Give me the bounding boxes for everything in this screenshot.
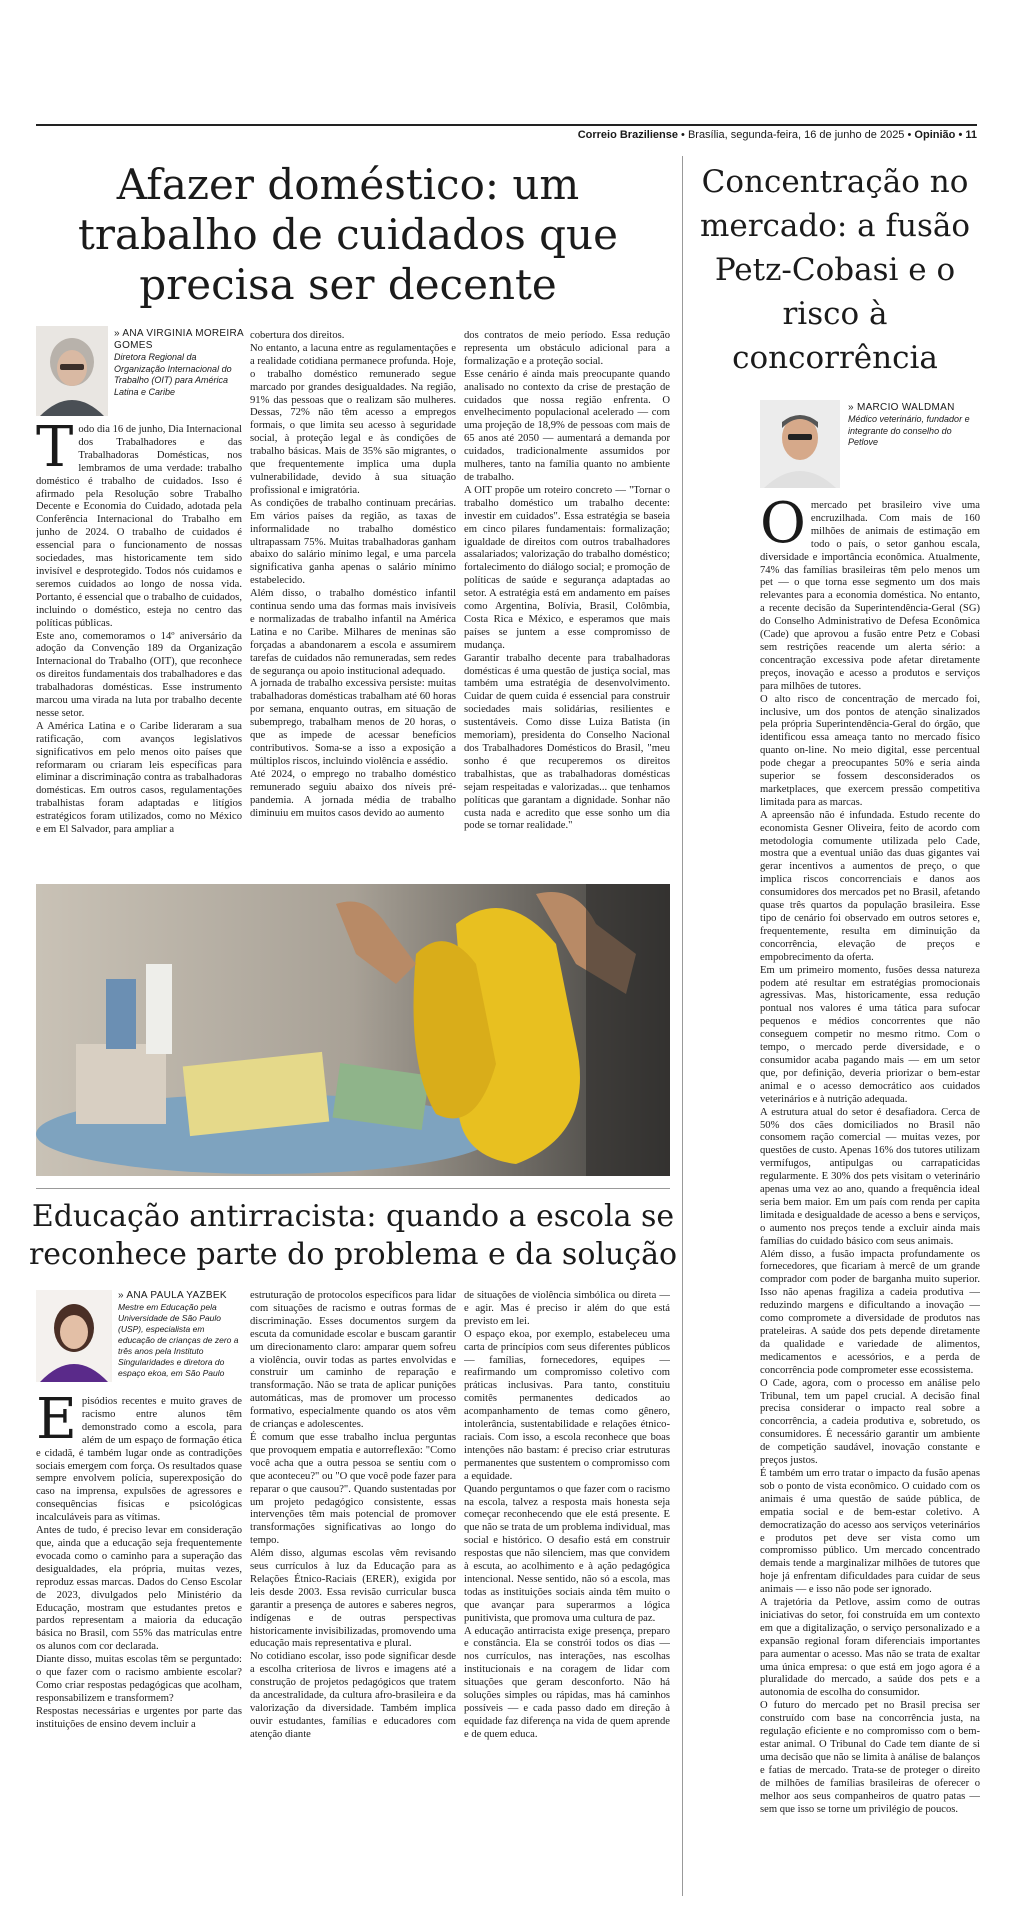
author1-role: Diretora Regional da Organização Internacional do Trabalho (OIT) para América Latina e Caribe	[114, 352, 232, 397]
section-name: Opinião	[914, 129, 956, 141]
author2-name: » ANA PAULA YAZBEK	[118, 1290, 227, 1301]
author2-photo	[36, 1290, 112, 1382]
article1-col3: dos contratos de meio período. Essa redução representa um obstáculo adicional para a formalização e a proteção social. Esse cenário é ainda mais preocupante quando analisado no contexto da crise de prestação de cuidados que nossa região enfrenta. O envelhecimento populacional acelerado — com uma projeção de 18,9% de pessoas com mais de 65 anos até 2050 — aumentará a demanda por cuidados, tradicionalmente assumidos por mulheres, tanto na família quanto no ambiente de trabalho. A OIT propõe um roteiro concreto — "Tornar o trabalho doméstico um trabalho decente: investir em cuidados". Essa estratégia se baseia em cinco pilares fundamentais: formalização; igualdade de direitos com outros trabalhadores assalariados; valorização do trabalho doméstico; fortalecimento do diálogo social; e promoção de políticas de saúde e segurança adaptadas ao setor. A estratégia está em andamento em países como Argentina, Bolívia, Brasil, Colômbia, Costa Rica e México, e esperamos que mais países se juntem a esse compromisso de mudança. Garantir trabalho decente para trabalhadoras domésticas é uma questão de justiça social, mas também uma estratégia de desenvolvimento. Cuidar de quem cuida é essencial para construir sociedades mais solidárias, resilientes e sustentáveis. Como disse Luiza Batista (in memoriam), presidenta do Conselho Nacional dos Trabalhadores Domésticos do Brasil, "meu sonho é que recuperemos os direitos trabalhistas, que as trabalhadoras domésticas sejam respeitadas e valorizadas... que tenhamos políticas que garantam a dignidade. Sonhar não custa nada e acredito que esse sonho um dia pode se tornar realidade."	[464, 330, 670, 832]
article3-title: Concentração no mercado: a fusão Petz-Cobasi e o risco à concorrência	[699, 164, 971, 376]
author1-name: » ANA VIRGINIA MOREIRA GOMES	[114, 328, 244, 351]
article2-col1: Episódios recentes e muito graves de racismo entre alunos têm demonstrado como a escola, para além de um espaço de formação ética e cidadã, é também lugar onde as contradições sociais emergem com força. Os resultados quase sempre envolvem polícia, superexposição do caso na imprensa, expulsões de agressores e consequências físicas e psicológicas incalculáveis para as vítimas. Antes de tudo, é preciso levar em consideração que, ainda que a educação seja frequentemente evocada como o caminho para a superação das desigualdades, ela própria, muitas vezes, reproduz essas marcas. Dados do Censo Escolar de 2023, divulgados pelo Ministério da Educação, mostram que estudantes pretos e pardos representam a maioria da educação básica no Brasil, com 55% das matrículas entre os alunos com cor declarada. Diante disso, muitas escolas têm se perguntado: o que fazer com o racismo ambiente escolar? Como criar respostas pedagógicas que acolham, responsabilizem e transformem? Respostas necessárias e urgentes por parte das instituições de ensino devem incluir a	[36, 1396, 242, 1730]
page-header: Correio Braziliense • Brasília, segunda-feira, 16 de junho de 2025 • Opinião • 11	[36, 124, 977, 145]
author3-byline	[848, 402, 978, 449]
author1-byline	[114, 328, 244, 398]
author1-photo	[36, 326, 108, 416]
cleaning-illustration	[36, 884, 670, 1176]
author3-photo	[760, 400, 840, 488]
column-rule	[682, 156, 683, 1896]
author3-name: » MARCIO WALDMAN	[848, 402, 955, 413]
page-number: 11	[965, 129, 977, 141]
article2-col2: estruturação de protocolos específicos para lidar com situações de racismo e outras formas de discriminação. Esses documentos surgem da escuta da comunidade escolar e buscam garantir um direcionamento claro: amparar quem sofreu a violência, ouvir todas as partes envolvidas e construir um caminho de reparação e transformação. Não se trata de aplicar punições automáticas, mas de promover um processo formativo, especialmente quando os atos vêm de crianças e adolescentes. É comum que esse trabalho inclua perguntas que provoquem empatia e autorreflexão: "Como você acha que a outra pessoa se sentiu com o que aconteceu?" ou "O que você pode fazer para reparar o que causou?". Quando sustentadas por um projeto pedagógico consistente, essas intervenções têm mais potencial de promover transformações significativas ao longo do tempo. Além disso, algumas escolas vêm revisando seus currículos à luz da Educação para as Relações Étnico-Raciais (ERER), exigida por leis desde 2003. Essa revisão curricular busca garantir a presença de autores e saberes negros, indígenas e de outras perspectivas historicamente invisibilizadas, promovendo uma educação mais representativa e plural. No cotidiano escolar, isso pode significar desde a escolha criteriosa de livros e imagens até a construção de projetos pedagógicos que tratem da ancestralidade, da cultura afro-brasileira e da valorização da diversidade. Também implica ouvir estudantes, famílias e educadores com atenção diante	[250, 1290, 456, 1740]
article1-title: Afazer doméstico: um trabalho de cuidados que precisa ser decente	[78, 160, 618, 309]
paper-name: Correio Braziliense	[577, 129, 678, 141]
author2-byline	[118, 1290, 242, 1379]
article1-col1: Todo dia 16 de junho, Dia Internacional dos Trabalhadores e das Trabalhadoras Domésticas, nos lembramos de uma verdade: trabalho doméstico é trabalho de cuidados. Isso é afirmado pela Resolução sobre Trabalho Decente e Economia do Cuidado, adotada pela Conferência Internacional do Trabalho em junho de 2024. O trabalho de cuidados é essencial para o funcionamento de nossas sociedades, mas historicamente tem sido invisível e desprotegido. Todos nós cuidamos e seremos cuidados ao longo de nossa vida. Portanto, é essencial que o trabalho de cuidados, incluindo o doméstico, esteja no centro das políticas públicas. Este ano, comemoramos o 14º aniversário da adoção da Convenção 189 da Organização Internacional do Trabalho (OIT), que reconhece os direitos fundamentais dos trabalhadores e das trabalhadoras domésticas. Esse instrumento marcou uma virada na luta por trabalho decente nesse setor. A América Latina e o Caribe lideraram a sua ratificação, com avanços legislativos significativos em pelo menos oito países que reformaram ou criaram leis específicas para eliminar a discriminação contra as trabalhadoras domésticas. Em outros casos, regulamentações trabalhistas foram adaptadas e litígios estratégicos foram utilizados, como no México e em El Salvador, para ampliar a	[36, 424, 242, 836]
article2-col3: de situações de violência simbólica ou direta — e agir. Mas é preciso ir além do que está previsto em lei. O espaço ekoa, por exemplo, estabeleceu uma carta de princípios com seus diferentes públicos — famílias, fornecedores, equipes — reafirmando um compromisso coletivo com práticas inclusivas. Para tanto, constituiu comitês permanentes dedicados ao acompanhamento de temas como gênero, intolerância, sustentabilidade e relações étnico-raciais. Com isso, a escola reconhece que boas intenções não bastam: é preciso criar estruturas permanentes que sustentem o compromisso com a equidade. Quando perguntamos o que fazer com o racismo na escola, talvez a resposta mais honesta seja começar reconhecendo que ele está presente. E que não se trata de um problema individual, mas social e histórico. O desafio está em construir respostas que não silenciem, mas que convidem à escuta, ao acolhimento e à ação pedagógica intencional. Nesse sentido, não só a escola, mas todas as instituições sociais ainda têm muito o que avançar para superarmos a lógica punitivista, que promova uma cultura de paz. A educação antirracista exige presença, preparo e constância. Ela se constrói todos os dias — nos currículos, nas interações, nas escolhas institucionais e na coragem de lidar com situações que geram desconforto. Não há soluções simples ou rápidas, mas há caminhos possíveis — e cada passo dado em direção à equidade faz diferença na vida de quem aprende e de quem educa.	[464, 1290, 670, 1740]
divider	[36, 1188, 670, 1189]
article2-title: Educação antirracista: quando a escola se reconhece parte do problema e da solução	[28, 1199, 678, 1272]
article1-col2: cobertura dos direitos. No entanto, a lacuna entre as regulamentações e a realidade cotidiana permanece profunda. Hoje, o trabalho doméstico remunerado segue marcado por grandes desigualdades. Na região, 91% das pessoas que o realizam são mulheres. Dessas, 72% não têm acesso a empregos formais, o que limita seu acesso à seguridade social, à proteção legal e às condições de trabalho básicas. Mais de 35% são migrantes, o que frequentemente implica uma dupla vulnerabilidade, devido à sua situação profissional e imigratória. As condições de trabalho continuam precárias. Em vários países da região, as taxas de informalidade no trabalho doméstico ultrapassam 75%. Muitas trabalhadoras ganham abaixo do salário mínimo legal, e uma parcela significativa ganha apenas o salário mínimo estabelecido. Além disso, o trabalho doméstico infantil continua sendo uma das formas mais invisíveis e normalizadas de trabalho infantil na América Latina e no Caribe. Milhares de meninas são forçadas a abandonarem a escola e assumirem tarefas de cuidados não remuneradas, sem redes de segurança ou apoio institucional adequado. A jornada de trabalho excessiva persiste: muitas trabalhadoras domésticas trabalham até 60 horas por semana, enquanto outras, em situação de subemprego, trabalham menos de 20 horas, o que as impede de acessar benefícios contributivos. Soma-se a isso a exposição a múltiplos riscos, incluindo violência e assédio. Até 2024, o emprego no trabalho doméstico remunerado seguiu abaixo dos níveis pré-pandemia. A jornada média de trabalho diminuiu em muitos casos devido ao aumento	[250, 330, 456, 819]
article3-body: O mercado pet brasileiro vive uma encruzilhada. Com mais de 160 milhões de animais de estimação em todo o país, o setor ganhou escala, diversidade e importância econômica. Atualmente, 74% das famílias brasileiras têm pelo menos um pet — o que torna esse segmento um dos mais relevantes para a economia doméstica. No entanto, a recente decisão da Superintendência-Geral (SG) do Conselho Administrativo de Defesa Econômica (Cade) que aprovou a fusão entre Petz e Cobasi sem restrições reacende um alerta sério: a concentração excessiva pode afetar diretamente preços, inovação e acesso a produtos e serviços para milhões de tutores. O alto risco de concentração de mercado foi, inclusive, um dos pontos de atenção sinalizados pela própria Superintendência-Geral do órgão, que identificou essa ameaça tanto no mercado físico quanto on-line. No meio digital, esse percentual pode chegar a preocupantes 50% e seria ainda superior se fossem desconsiderados os marketplaces, que exercem pressão competitiva limitada para as marcas. A apreensão não é infundada. Estudo recente do economista Gesner Oliveira, feito de acordo com metodologia comumente utilizada pelo Cade, mostra que a eventual união das duas gigantes vai gerar incentivos a aumentos de preço, o que implica riscos concorrenciais e danos aos consumidores dos mercados pet no Brasil, afetando quase três quartos da população brasileira. Esse tipo de cenário foi observado em outros setores e, frequentemente, resulta em diminuição da concorrência, elevação de preços e empobrecimento da oferta. Em um primeiro momento, fusões dessa natureza podem até resultar em estratégias promocionais agressivas. Mas, historicamente, essa redução pontual nos valores é uma tática para sufocar pequenos e médios concorrentes que não conseguem competir no mesmo ritmo. Com o tempo, o mercado perde diversidade, e o consumidor acaba pagando mais — em um setor que, por definição, deveria priorizar o bem-estar animal e o acesso democrático aos cuidados veterinários e à nutrição adequada. A estrutura atual do setor é desafiadora. Cerca de 50% dos cães domiciliados no Brasil não consomem ração comercial — muitas vezes, por questões de custo. Apenas 16% dos tutores utilizam vermífugos, antipulgas ou carrapaticidas regularmente. E 30% dos pets visitam o veterinário apenas uma vez ao ano, quando a frequência ideal seria bem maior. Em um país com renda per capita limitada e desigualdade de acesso a bens e serviços, o aumento nos preços tende a excluir ainda mais famílias do cuidado básico com seus animais. Além disso, a fusão impacta profundamente os fornecedores, que ficariam à mercê de um grande comprador com poder de barganha muito superior. Isso não apenas fragiliza a cadeia produtiva — reduzindo margens e dificultando a inovação — como compromete a diversidade de produtos nas prateleiras. A saúde dos pets depende diretamente da qualidade e variedade de alimentos, medicamentos e acessórios, e a perda de concorrência pode comprometer esse ecossistema. O Cade, agora, com o processo em análise pelo Tribunal, tem um papel crucial. A decisão final precisa considerar o impacto real sobre a concorrência, a cadeia produtiva e, sobretudo, os consumidores. É necessário garantir um ambiente de competição saudável, inovação constante e preços justos. É também um erro tratar o impacto da fusão apenas sob o ponto de vista econômico. O cuidado com os animais é uma questão de saúde pública, de empatia social e de bem-estar coletivo. A democratização do acesso aos serviços veterinários e produtos pet deve ser vista como um compromisso público. Um mercado concentrado demais tende a marginalizar milhões de tutores que hoje já enfrentam dificuldades para cuidar de seus animais — e isso não pode ser ignorado. A trajetória da Petlove, assim como de outras iniciativas do setor, foi construída em um contexto em que a digitalização, o serviço personalizado e a expansão regional foram diferenciais importantes para aumentar o acesso. Mas não se trata de exaltar uma única empresa: o que está em jogo agora é a pluralidade do mercado, a saúde dos pets e a autonomia de escolha do consumidor. O futuro do mercado pet no Brasil precisa ser construído com base na concorrência justa, na regulação eficiente e no compromisso com o bem-estar animal. O Tribunal do Cade tem diante de si uma decisão que não se limita à análise de balanços e fatias de mercado. Trata-se de proteger o direito de milhões de famílias brasileiras de oferecer o melhor aos seus companheiros de quatro patas — sem que isso se torne um privilégio de poucos.	[760, 500, 980, 1815]
author3-role: Médico veterinário, fundador e integrante do conselho do Petlove	[848, 414, 970, 447]
author2-role: Mestre em Educação pela Universidade de São Paulo (USP), especialista em educação de crianças de zero a três anos pela Instituto Singularidades e diretora do espaço ekoa, em São Paulo	[118, 1302, 239, 1378]
dateline: Brasília, segunda-feira, 16 de junho de 2025	[687, 129, 905, 141]
